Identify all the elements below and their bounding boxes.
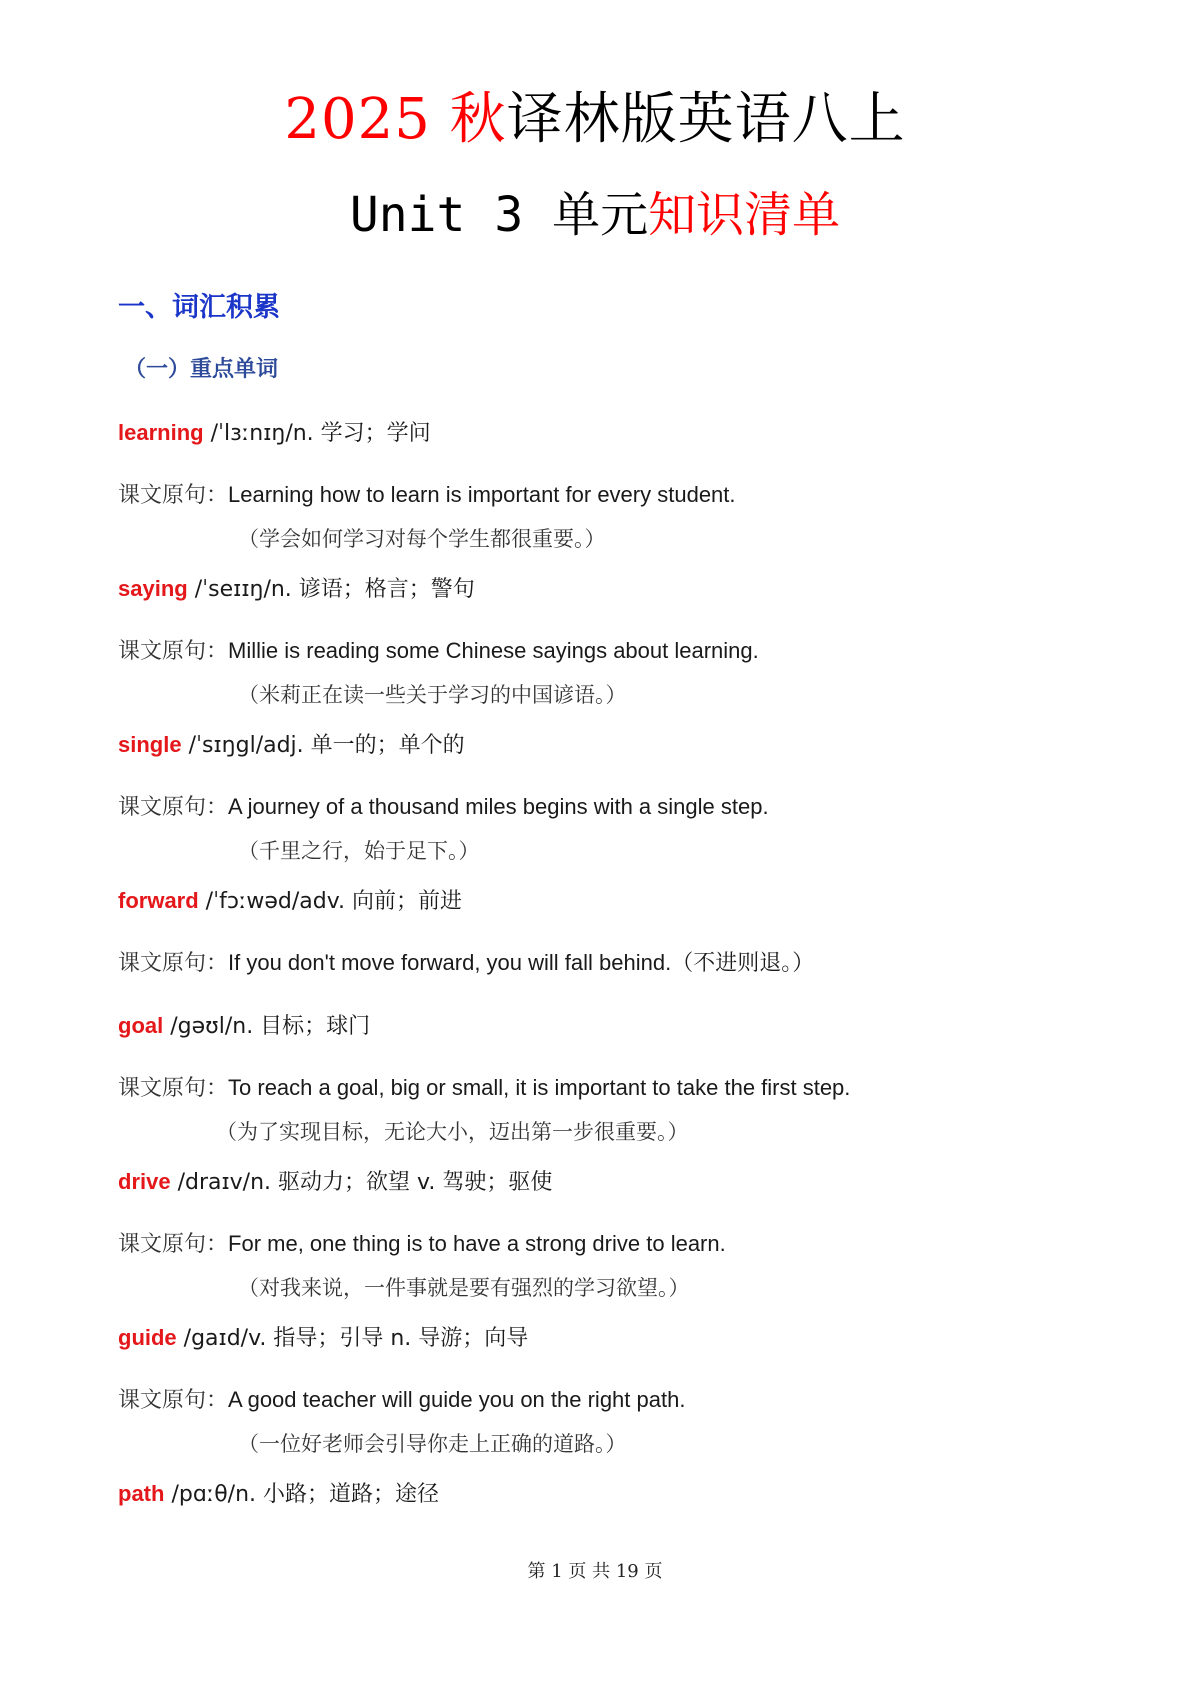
entry-guide-sentence	[118, 1385, 685, 1416]
subtitle-mid: 单元	[552, 187, 649, 243]
entry-single-translation: （千里之行，始于足下。）	[238, 839, 480, 863]
entry-learning-sentence	[118, 480, 736, 511]
headword: goal	[118, 1013, 164, 1038]
example-sentence: Millie is reading some Chinese sayings about learning.	[228, 638, 759, 663]
entry-single-sentence	[118, 792, 769, 823]
definition: /gaɪd/v. 指导；引导 n. 导游；向导	[176, 1326, 529, 1351]
subsection-heading-key-words: （一）重点单词	[124, 357, 279, 382]
entry-learning-headword	[118, 418, 431, 449]
definition: /ˈlɜːnɪŋ/n. 学习；学问	[203, 421, 431, 446]
entry-forward-sentence	[118, 948, 814, 979]
entry-guide-headword	[118, 1323, 528, 1354]
headword: guide	[118, 1325, 177, 1350]
entry-goal-translation: （为了实现目标，无论大小，迈出第一步很重要。）	[216, 1120, 689, 1144]
entry-saying-translation: （米莉正在读一些关于学习的中国谚语。）	[238, 683, 627, 707]
example-sentence: To reach a goal, big or small, it is important to take the first step.	[228, 1075, 851, 1100]
entry-forward-headword	[118, 886, 462, 917]
headword: drive	[118, 1169, 171, 1194]
document-subtitle	[0, 184, 1190, 246]
title-season: 秋	[449, 87, 507, 152]
sentence-prefix: 课文原句：	[118, 483, 229, 508]
definition: /gəʊl/n. 目标；球门	[163, 1014, 371, 1039]
sentence-prefix: 课文原句：	[118, 1388, 229, 1413]
definition: /ˈsɪŋgl/adj. 单一的；单个的	[181, 733, 465, 758]
example-sentence: For me, one thing is to have a strong drive to learn.	[228, 1231, 726, 1256]
section-heading-vocab: 一、词汇积累	[118, 292, 280, 323]
definition: /ˈseɪɪŋ/n. 谚语；格言；警句	[187, 577, 475, 602]
sentence-prefix: 课文原句：	[118, 795, 229, 820]
definition: /draɪv/n. 驱动力；欲望 v. 驾驶；驱使	[170, 1170, 553, 1195]
headword: forward	[118, 888, 199, 913]
entry-saying-headword	[118, 574, 475, 605]
title-rest: 译林版英语八上	[506, 87, 906, 152]
example-sentence: A journey of a thousand miles begins with a single step.	[228, 794, 769, 819]
subtitle-red: 知识清单	[648, 187, 841, 243]
sentence-prefix: 课文原句：	[118, 639, 229, 664]
sentence-prefix: 课文原句：	[118, 1232, 229, 1257]
example-sentence: A good teacher will guide you on the right path.	[228, 1387, 686, 1412]
example-sentence: Learning how to learn is important for every student.	[228, 482, 736, 507]
document-title	[0, 84, 1190, 156]
entry-guide-translation: （一位好老师会引导你走上正确的道路。）	[238, 1432, 627, 1456]
entry-goal-headword	[118, 1011, 370, 1042]
headword: path	[118, 1481, 165, 1506]
entry-saying-sentence	[118, 636, 759, 667]
definition: /ˈfɔːwəd/adv. 向前；前进	[198, 889, 463, 914]
entry-drive-headword	[118, 1167, 552, 1198]
definition: /pɑːθ/n. 小路；道路；途径	[164, 1482, 440, 1507]
entry-drive-translation: （对我来说，一件事就是要有强烈的学习欲望。）	[238, 1276, 690, 1300]
headword: saying	[118, 576, 188, 601]
entry-drive-sentence	[118, 1229, 726, 1260]
page-number-footer: 第 1 页 共 19 页	[527, 1561, 663, 1582]
example-sentence: If you don't move forward, you will fall behind.（不进则退。）	[228, 950, 815, 975]
entry-learning-translation: （学会如何学习对每个学生都很重要。）	[238, 527, 606, 551]
sentence-prefix: 课文原句：	[118, 1076, 229, 1101]
sentence-prefix: 课文原句：	[118, 951, 229, 976]
entry-goal-sentence	[118, 1073, 850, 1104]
entry-path-headword	[118, 1479, 439, 1510]
headword: single	[118, 732, 182, 757]
entry-single-headword	[118, 730, 465, 761]
headword: learning	[118, 420, 204, 445]
subtitle-unit: Unit 3	[349, 187, 553, 243]
title-year: 2025	[284, 87, 431, 152]
